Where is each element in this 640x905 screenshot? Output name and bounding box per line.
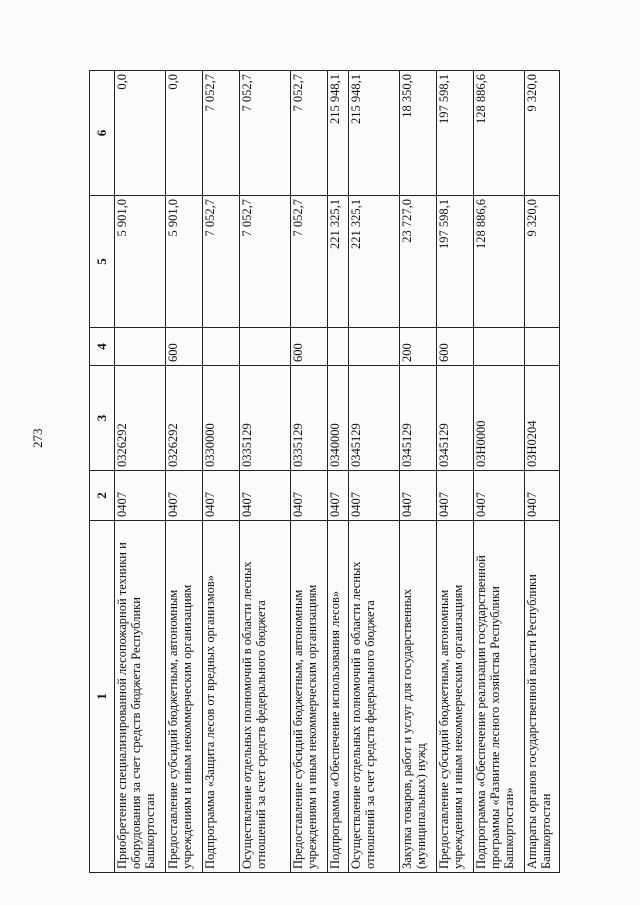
- row-target-code: 0330000: [203, 366, 240, 471]
- row-target-code: 0345129: [400, 366, 437, 471]
- row-amount-6: 215 948,1: [328, 71, 349, 196]
- column-header-4: 4: [90, 328, 115, 366]
- budget-table-container: [89, 71, 560, 873]
- row-amount-6: 18 350,0: [400, 71, 437, 196]
- row-expense-type: [328, 328, 349, 366]
- row-amount-6: 0,0: [166, 71, 203, 196]
- row-amount-6: 7 052,7: [203, 71, 240, 196]
- row-expense-type: 600: [291, 328, 328, 366]
- row-section-code: 0407: [400, 471, 437, 521]
- row-expense-type: [474, 328, 525, 366]
- row-amount-6: 7 052,7: [291, 71, 328, 196]
- row-description: Приобретение специализированной лесопожарной техники и оборудования за счет средств бюджета Республики Башкортостан: [115, 521, 166, 873]
- row-amount-5: 197 598,1: [437, 196, 474, 328]
- row-description: Осуществление отдельных полномочий в области лесных отношений за счет средств федерального бюджета: [349, 521, 400, 873]
- table-row: [115, 71, 166, 873]
- row-target-code: 0345129: [437, 366, 474, 471]
- row-amount-5: 9 320,0: [525, 196, 560, 328]
- table-row: [166, 71, 203, 873]
- column-header-6: 6: [90, 71, 115, 196]
- row-target-code: 0345129: [349, 366, 400, 471]
- table-row: [240, 71, 291, 873]
- table-row: [400, 71, 437, 873]
- row-target-code: 0326292: [166, 366, 203, 471]
- row-amount-6: 7 052,7: [240, 71, 291, 196]
- row-description: Осуществление отдельных полномочий в области лесных отношений за счет средств федерального бюджета: [240, 521, 291, 873]
- row-target-code: 0335129: [240, 366, 291, 471]
- table-row: [437, 71, 474, 873]
- budget-table: [89, 70, 560, 873]
- row-section-code: 0407: [474, 471, 525, 521]
- column-header-2: 2: [90, 471, 115, 521]
- row-expense-type: [240, 328, 291, 366]
- row-amount-6: 0,0: [115, 71, 166, 196]
- row-section-code: 0407: [349, 471, 400, 521]
- row-amount-5: 7 052,7: [291, 196, 328, 328]
- row-section-code: 0407: [291, 471, 328, 521]
- row-amount-5: 7 052,7: [203, 196, 240, 328]
- row-section-code: 0407: [203, 471, 240, 521]
- row-section-code: 0407: [525, 471, 560, 521]
- row-description: Подпрограмма «Защита лесов от вредных организмов»: [203, 521, 240, 873]
- table-row: [349, 71, 400, 873]
- row-target-code: 0340000: [328, 366, 349, 471]
- column-header-5: 5: [90, 196, 115, 328]
- row-target-code: 0326292: [115, 366, 166, 471]
- row-amount-5: 5 901,0: [166, 196, 203, 328]
- row-target-code: 03Н0000: [474, 366, 525, 471]
- row-description: Аппараты органов государственной власти Республики Башкортостан: [525, 521, 560, 873]
- table-header-row: [90, 71, 115, 873]
- table-row: [474, 71, 525, 873]
- row-amount-5: 5 901,0: [115, 196, 166, 328]
- row-description: Закупка товаров, работ и услуг для государственных (муниципальных) нужд: [400, 521, 437, 873]
- row-amount-5: 221 325,1: [349, 196, 400, 328]
- row-expense-type: 600: [166, 328, 203, 366]
- column-header-1: 1: [90, 521, 115, 873]
- row-expense-type: [525, 328, 560, 366]
- row-target-code: 0335129: [291, 366, 328, 471]
- row-amount-6: 197 598,1: [437, 71, 474, 196]
- row-section-code: 0407: [240, 471, 291, 521]
- row-amount-6: 128 886,6: [474, 71, 525, 196]
- row-description: Предоставление субсидий бюджетным, автономным учреждениям и иным некоммерческим организациям: [166, 521, 203, 873]
- row-description: Предоставление субсидий бюджетным, автономным учреждениям и иным некоммерческим организациям: [291, 521, 328, 873]
- row-expense-type: [203, 328, 240, 366]
- row-amount-6: 215 948,1: [349, 71, 400, 196]
- row-description: Предоставление субсидий бюджетным, автономным учреждениям и иным некоммерческим организациям: [437, 521, 474, 873]
- row-description: Подпрограмма «Обеспечение реализации государственной программы «Развитие лесного хозяйства Республики Башкортостан»: [474, 521, 525, 873]
- row-amount-5: 221 325,1: [328, 196, 349, 328]
- table-row: [328, 71, 349, 873]
- row-amount-5: 128 886,6: [474, 196, 525, 328]
- row-amount-5: 23 727,0: [400, 196, 437, 328]
- table-row: [525, 71, 560, 873]
- row-amount-6: 9 320,0: [525, 71, 560, 196]
- row-section-code: 0407: [115, 471, 166, 521]
- row-expense-type: [115, 328, 166, 366]
- table-row: [291, 71, 328, 873]
- row-target-code: 03Н0204: [525, 366, 560, 471]
- row-description: Подпрограмма «Обеспечение использования лесов»: [328, 521, 349, 873]
- column-header-3: 3: [90, 366, 115, 471]
- row-section-code: 0407: [437, 471, 474, 521]
- row-section-code: 0407: [166, 471, 203, 521]
- table-row: [203, 71, 240, 873]
- row-expense-type: 200: [400, 328, 437, 366]
- row-section-code: 0407: [328, 471, 349, 521]
- row-expense-type: [349, 328, 400, 366]
- page-number: 273: [30, 428, 45, 448]
- row-amount-5: 7 052,7: [240, 196, 291, 328]
- row-expense-type: 600: [437, 328, 474, 366]
